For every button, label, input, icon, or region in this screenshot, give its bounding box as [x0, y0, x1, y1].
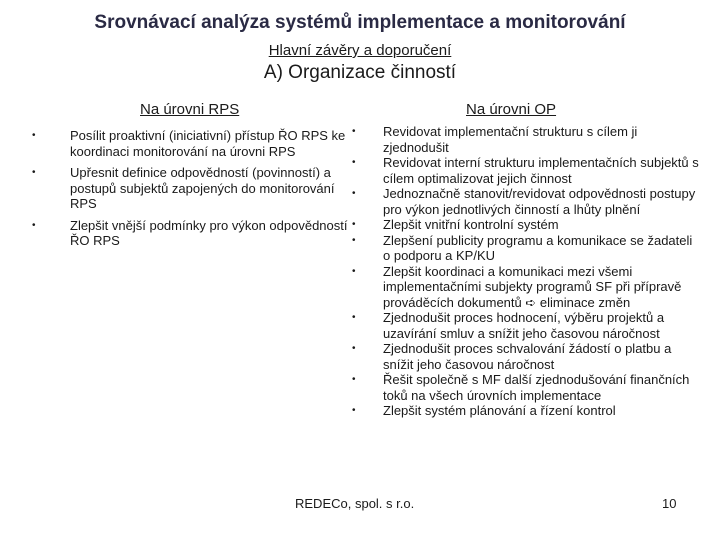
- bullet-icon: •: [352, 374, 356, 385]
- slide-subtitle: Hlavní závěry a doporučení: [268, 42, 452, 59]
- bullet-icon: •: [352, 219, 356, 230]
- list-item: [352, 341, 703, 372]
- list-item-text: Jednoznačně stanovit/revidovat odpovědnosti postupy pro výkon jednotlivých činností a lhůty plnění: [383, 186, 696, 217]
- bullet-icon: •: [352, 312, 356, 323]
- list-item-text: Revidovat interní strukturu implementačních subjektů s cílem optimalizovat jejich činnost: [383, 155, 699, 186]
- section-heading: A) Organizace činností: [263, 62, 457, 83]
- left-column-heading: Na úrovni RPS: [140, 101, 240, 118]
- right-column-heading: Na úrovni OP: [466, 101, 557, 118]
- right-bullet-list: [352, 124, 703, 419]
- list-item-text: Upřesnit definice odpovědností (povinností) a postupů subjektů zapojených do monitorování RPS: [70, 165, 335, 211]
- list-item: [352, 155, 703, 186]
- list-item-text: Zjednodušit proces schvalování žádostí o platbu a snížit jeho časovou náročnost: [383, 341, 672, 372]
- list-item-text: Revidovat implementační strukturu s cílem ji zjednodušit: [383, 124, 638, 155]
- list-item: [352, 263, 703, 311]
- list-item: [352, 217, 703, 233]
- list-item: [352, 310, 703, 341]
- list-item: [32, 128, 360, 159]
- footer-company: REDECo, spol. s r.o.: [295, 496, 415, 511]
- slide-title: Srovnávací analýza systémů implementace a monitorování: [94, 12, 626, 33]
- bullet-icon: •: [32, 130, 36, 141]
- list-item-text: Řešit společně s MF další zjednodušování finančních toků na všech úrovních implementace: [383, 372, 690, 403]
- list-item-text: Zlepšit systém plánování a řízení kontrol: [383, 403, 616, 418]
- bullet-icon: •: [32, 167, 36, 178]
- list-item-text: Zjednodušit proces hodnocení, výběru projektů a uzavírání smluv a snížit jeho časovou náročnost: [383, 310, 665, 341]
- list-item-text: Zlepšení publicity programu a komunikace se žadateli o podporu a KP/KU: [383, 232, 693, 263]
- bullet-icon: •: [352, 188, 356, 199]
- bullet-icon: •: [32, 219, 36, 231]
- bullet-icon: •: [352, 126, 356, 137]
- list-item: [352, 403, 703, 419]
- left-bullet-list: [32, 128, 360, 255]
- page-number: 10: [662, 496, 677, 511]
- bullet-icon: •: [352, 265, 356, 277]
- list-item: [32, 217, 360, 249]
- list-item-text: Zlepšit koordinaci a komunikaci mezi všemi implementačními subjekty programů SF při přípravě prováděcích dokumentů ➪ eliminace změn: [383, 263, 682, 310]
- list-item: [32, 165, 360, 212]
- list-item: [352, 124, 703, 155]
- bullet-icon: •: [352, 405, 356, 416]
- list-item: [352, 232, 703, 264]
- bullet-icon: •: [352, 157, 356, 168]
- bullet-icon: •: [352, 234, 356, 246]
- list-item-text: Zlepšit vnější podmínky pro výkon odpovědností ŘO RPS: [70, 217, 348, 248]
- bullet-icon: •: [352, 343, 356, 354]
- list-item-text: Zlepšit vnitřní kontrolní systém: [383, 217, 559, 232]
- list-item-text: Posílit proaktivní (iniciativní) přístup ŘO RPS ke koordinaci monitorování na úrovni RPS: [70, 128, 346, 159]
- list-item: [352, 186, 703, 217]
- list-item: [352, 372, 703, 403]
